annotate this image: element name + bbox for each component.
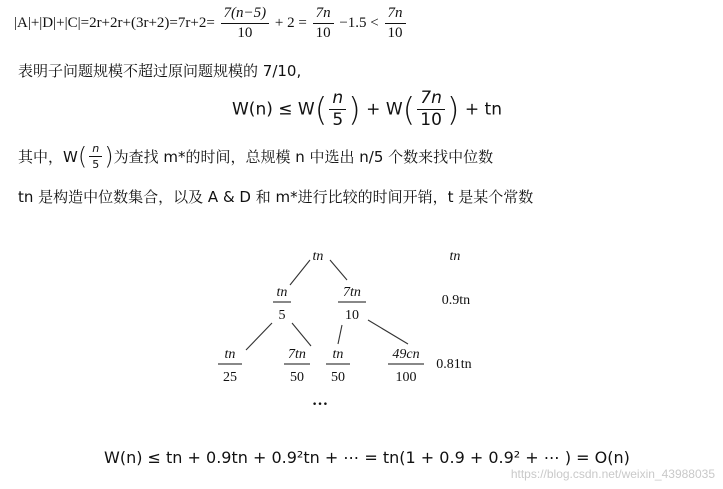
svg-text:25: 25	[223, 370, 237, 385]
svg-text:7tn: 7tn	[288, 347, 306, 362]
svg-text:50: 50	[331, 370, 345, 385]
equation-lhs: |A|+|D|+|C|=2r+2r+(3r+2)=7r+2=	[14, 15, 215, 31]
fraction-n-over-5-small: $\frac{n}{5}$	[89, 143, 102, 170]
edge-root-left	[290, 260, 310, 285]
fraction-7n-over-10-a: $\frac{7n}{10}$	[313, 6, 334, 41]
fraction-7n-5-over-10: $\frac{7(n-5)}{10}$	[221, 6, 270, 41]
edge-left-b	[292, 323, 311, 346]
tree-ellipsis: …	[312, 392, 328, 409]
svg-text:7tn: 7tn	[343, 285, 361, 300]
node-l2-d	[388, 347, 424, 385]
node-l2-b	[284, 347, 310, 385]
watermark: https://blog.csdn.net/weixin_43988035	[510, 467, 715, 481]
fraction-7n-over-10: $\frac{7n}{10}$	[417, 90, 445, 129]
fraction-n-over-5: $\frac{n}{5}$	[329, 90, 346, 129]
level0-sum: tn	[449, 249, 461, 264]
level2-sum: 0.81tn	[436, 357, 472, 372]
edge-right-d	[368, 320, 408, 344]
text-explanation-w: 其中，W( $\frac{n}{5}$ )为查找 m*的时间，总规模 n 中选出 n/5 个数来找中位数	[18, 142, 494, 171]
svg-text:100: 100	[395, 370, 417, 385]
equation-size-bound: |A|+|D|+|C|=2r+2r+(3r+2)=7r+2= $\frac{7(n-5)}{10}$ + 2 = $\frac{7n}{10}$ −1.5 < $\frac{7n}{10}$	[14, 6, 408, 41]
recursion-tree	[0, 230, 723, 410]
node-l2-c	[326, 347, 350, 385]
text-explanation-tn: tn 是构造中位数集合，以及 A & D 和 m*进行比较的时间开销，t 是某个常数	[18, 188, 534, 206]
svg-text:tn: tn	[224, 347, 236, 362]
level1-sum: 0.9tn	[441, 293, 471, 308]
edge-left-a	[246, 323, 272, 350]
fraction-7n-over-10-b: $\frac{7n}{10}$	[385, 6, 406, 41]
equation-total-bound: W(n) ≤ tn + 0.9tn + 0.9²tn + ⋯ = tn(1 + 0.9 + 0.9² + ⋯ ) = O(n)	[104, 448, 630, 467]
edge-root-right	[330, 260, 347, 280]
svg-text:10: 10	[345, 308, 359, 323]
svg-text:50: 50	[290, 370, 304, 385]
svg-text:tn: tn	[332, 347, 344, 362]
tree-edges	[246, 260, 408, 350]
node-l2-a	[218, 347, 242, 385]
edge-right-c	[338, 325, 342, 344]
text-subproblem-ratio: 表明子问题规模不超过原问题规模的 7/10,	[18, 62, 302, 80]
node-l1-left	[273, 285, 291, 323]
equation-recurrence: W(n) ≤ W( $\frac{n}{5}$ ) + W( $\frac{7n}{10}$ ) + tn	[232, 88, 502, 130]
svg-text:5: 5	[278, 308, 286, 323]
svg-text:tn: tn	[276, 285, 288, 300]
node-l1-right	[338, 285, 366, 323]
svg-text:49cn: 49cn	[392, 347, 420, 362]
tree-root: tn	[312, 249, 324, 264]
